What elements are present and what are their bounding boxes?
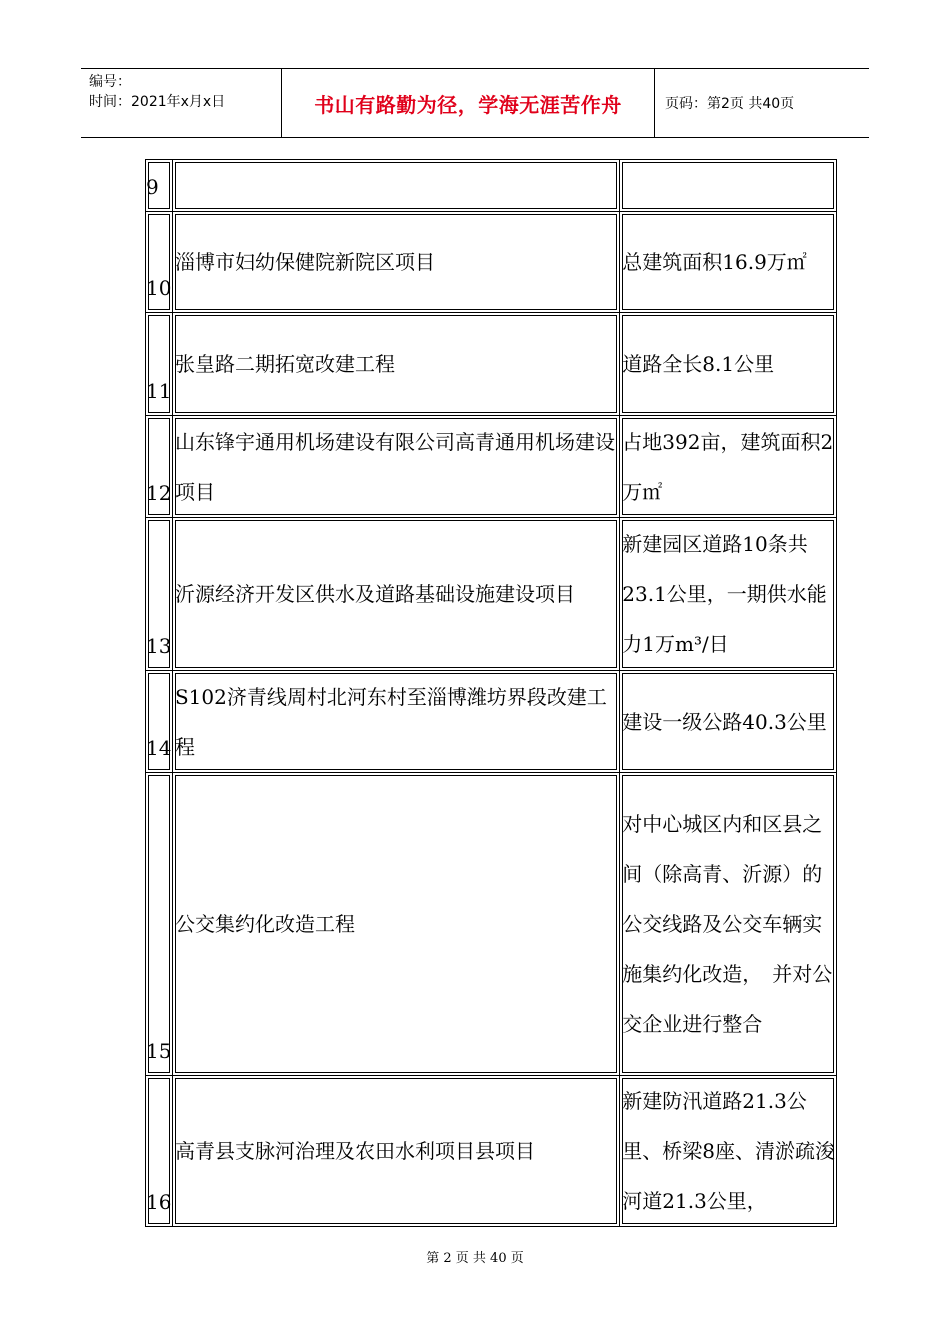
table-row [146, 160, 837, 212]
table-row [146, 518, 837, 671]
project-table [145, 159, 837, 1227]
table-row [146, 671, 837, 773]
header-page-info: 页码：第2页 共40页 [665, 96, 795, 112]
project-name: S102济青线周村北河东村至淄博潍坊界段改建工程 [172, 671, 619, 773]
table-row [146, 313, 837, 416]
header-meta [81, 69, 282, 137]
page-header [81, 68, 869, 138]
project-name: 山东锋宇通用机场建设有限公司高青通用机场建设项目 [172, 416, 619, 518]
row-number: 14 [146, 671, 173, 773]
project-name: 张皇路二期拓宽改建工程 [172, 313, 619, 416]
row-number: 15 [146, 773, 173, 1076]
row-number: 12 [146, 416, 173, 518]
project-scale: 新建防汛道路21.3公里、桥梁8座、清淤疏浚河道21.3公里， [620, 1076, 837, 1227]
project-name [172, 160, 619, 212]
project-scale: 建设一级公路40.3公里 [620, 671, 837, 773]
table-row [146, 1076, 837, 1227]
project-name: 公交集约化改造工程 [172, 773, 619, 1076]
project-scale: 新建园区道路10条共23.1公里，一期供水能力1万m³/日 [620, 518, 837, 671]
time-label: 时间：2021年x月x日 [89, 94, 226, 110]
row-number: 11 [146, 313, 173, 416]
row-number: 9 [146, 160, 173, 212]
project-name: 高青县支脉河治理及农田水利项目县项目 [172, 1076, 619, 1227]
project-scale: 对中心城区内和区县之间（除高青、沂源）的公交线路及公交车辆实施集约化改造， 并对公交企业进行整合 [620, 773, 837, 1076]
page-footer: 第 2 页 共 40 页 [426, 1251, 524, 1266]
project-name: 淄博市妇幼保健院新院区项目 [172, 212, 619, 313]
project-scale: 占地392亩，建筑面积2万㎡ [620, 416, 837, 518]
project-scale: 道路全长8.1公里 [620, 313, 837, 416]
row-number: 16 [146, 1076, 173, 1227]
table-row [146, 416, 837, 518]
code-label: 编号： [89, 74, 131, 90]
row-number: 13 [146, 518, 173, 671]
table-row [146, 212, 837, 313]
project-name: 沂源经济开发区供水及道路基础设施建设项目 [172, 518, 619, 671]
header-motto: 书山有路勤为径，学海无涯苦作舟 [282, 69, 655, 137]
project-scale: 总建筑面积16.9万㎡ [620, 212, 837, 313]
project-scale [620, 160, 837, 212]
table-row [146, 773, 837, 1076]
row-number: 10 [146, 212, 173, 313]
